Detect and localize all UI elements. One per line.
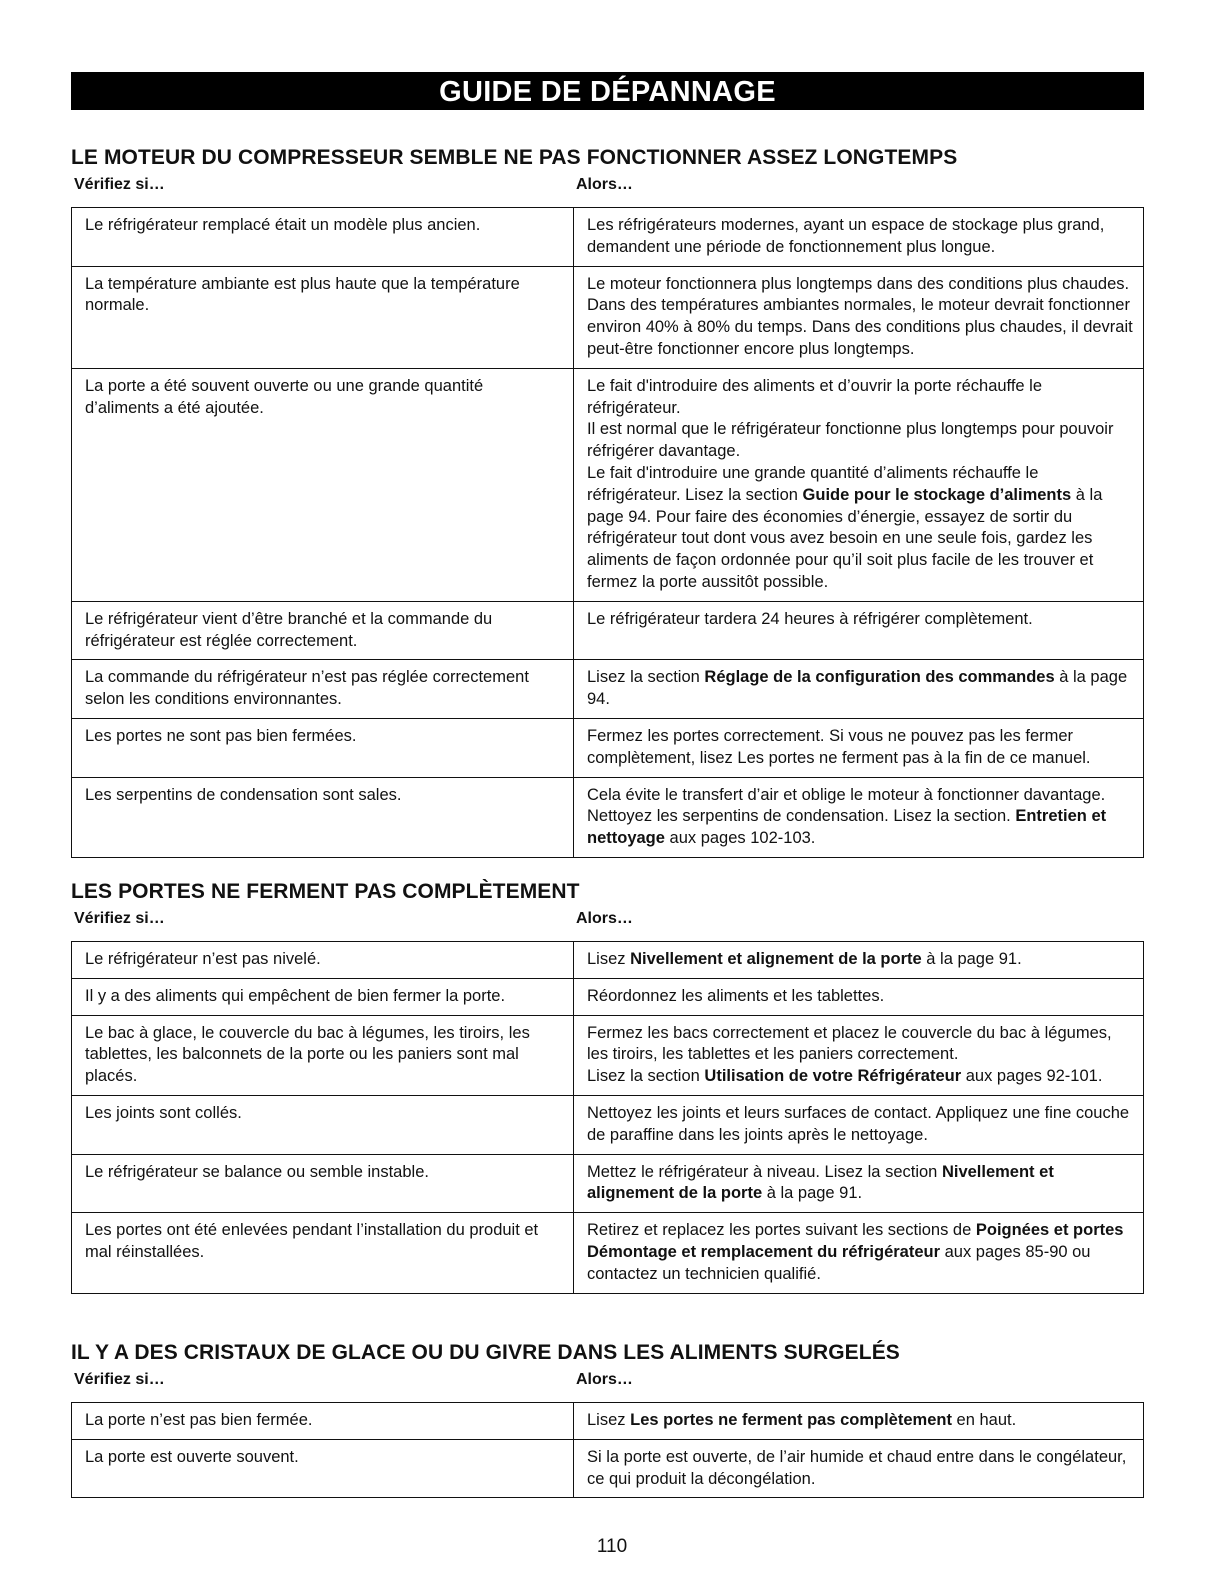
section-title: IL Y A DES CRISTAUX DE GLACE OU DU GIVRE DANS LES ALIMENTS SURGELÉS bbox=[71, 1341, 900, 1364]
section-title: LE MOTEUR DU COMPRESSEUR SEMBLE NE PAS FONCTIONNER ASSEZ LONGTEMPS bbox=[71, 146, 958, 169]
solution-paragraph: Le fait d'introduire des aliments et d’ouvrir la porte réchauffe le réfrigérateur. bbox=[587, 376, 1043, 417]
table-row bbox=[72, 368, 1144, 601]
table-row bbox=[72, 1403, 1144, 1440]
cause-cell: Les portes ont été enlevées pendant l’installation du produit et mal réinstallées. bbox=[72, 1213, 574, 1293]
column-headers bbox=[71, 1365, 1144, 1389]
solution-cell bbox=[574, 368, 1144, 601]
table-row bbox=[72, 601, 1144, 660]
solution-paragraph: Retirez et replacez les portes suivant les sections de Poignées et portes Démontage et remplacement du réfrigérateur aux pages 85-90 ou contactez un technicien qualifié. bbox=[587, 1221, 1124, 1283]
column-header-check: Vérifiez si… bbox=[74, 910, 165, 927]
solution-paragraph: Lisez Nivellement et alignement de la porte à la page 91. bbox=[587, 950, 1022, 968]
solution-cell bbox=[574, 1439, 1144, 1498]
solution-paragraph: Le fait d'introduire une grande quantité d’aliments réchauffe le réfrigérateur. Lisez la section Guide pour le stockage d’aliments à la page 94. Pour faire des économies d’énergie, essayez de sortir du réfrigérateur tout dont vous avez besoin en une seule fois, gardez les aliments de façon ordonnée pour qu’il soit plus facile de les trouver et fermez la porte aussitôt possible. bbox=[587, 463, 1103, 591]
solution-paragraph: Lisez la section Réglage de la configuration des commandes à la page 94. bbox=[587, 668, 1128, 709]
cause-cell: La porte est ouverte souvent. bbox=[72, 1439, 574, 1498]
cause-cell: Les serpentins de condensation sont sales. bbox=[72, 777, 574, 857]
solution-paragraph: Cela évite le transfert d’air et oblige le moteur à fonctionner davantage. bbox=[587, 785, 1106, 804]
solution-paragraph: Lisez la section Utilisation de votre Réfrigérateur aux pages 92-101. bbox=[587, 1067, 1103, 1086]
column-header-check: Vérifiez si… bbox=[74, 1371, 165, 1388]
table-row bbox=[72, 718, 1144, 777]
solution-cell bbox=[574, 1403, 1144, 1440]
solution-cell bbox=[574, 1154, 1144, 1213]
solution-paragraph: Nettoyez les serpentins de condensation. Lisez la section. Entretien et nettoyage aux pages 102-103. bbox=[587, 807, 1107, 848]
cause-cell: Il y a des aliments qui empêchent de bien fermer la porte. bbox=[72, 978, 574, 1015]
table-row bbox=[72, 978, 1144, 1015]
section-reference: Poignées et portes Démontage et remplacement du réfrigérateur bbox=[587, 1221, 1124, 1261]
section-reference: Réglage de la configuration des commandes bbox=[704, 668, 1055, 687]
table-row bbox=[72, 777, 1144, 857]
cause-cell: Le réfrigérateur remplacé était un modèle plus ancien. bbox=[72, 208, 574, 267]
column-headers bbox=[71, 904, 1144, 928]
solution-cell bbox=[574, 777, 1144, 857]
solution-cell bbox=[574, 208, 1144, 267]
solution-paragraph: Fermez les portes correctement. Si vous ne pouvez pas les fermer complètement, lisez Les portes ne ferment pas à la fin de ce manuel. bbox=[587, 726, 1091, 767]
cause-cell: Le réfrigérateur se balance ou semble instable. bbox=[72, 1154, 574, 1213]
section-doors-not-closing bbox=[71, 880, 1144, 1294]
section-reference: Entretien et nettoyage bbox=[587, 807, 1107, 848]
solution-paragraph: Le réfrigérateur tardera 24 heures à réfrigérer complètement. bbox=[587, 609, 1033, 628]
column-header-then: Alors… bbox=[576, 176, 633, 193]
table-row bbox=[72, 266, 1144, 368]
section-reference: Guide pour le stockage d’aliments bbox=[802, 485, 1072, 504]
troubleshooting-table bbox=[71, 1402, 1144, 1498]
cause-cell: Les joints sont collés. bbox=[72, 1095, 574, 1154]
solution-paragraph: Lisez Les portes ne ferment pas complètement en haut. bbox=[587, 1411, 1017, 1429]
solution-cell bbox=[574, 266, 1144, 368]
table-row bbox=[72, 660, 1144, 719]
solution-cell bbox=[574, 978, 1144, 1015]
solution-paragraph: Si la porte est ouverte, de l’air humide et chaud entre dans le congélateur, ce qui produit la décongélation. bbox=[587, 1447, 1127, 1488]
table-row bbox=[72, 208, 1144, 267]
page-title-banner bbox=[71, 72, 1144, 110]
troubleshooting-table bbox=[71, 941, 1144, 1294]
cause-cell: Les portes ne sont pas bien fermées. bbox=[72, 718, 574, 777]
solution-cell bbox=[574, 1213, 1144, 1293]
solution-cell bbox=[574, 942, 1144, 979]
column-header-then: Alors… bbox=[576, 910, 633, 927]
cause-cell: La porte a été souvent ouverte ou une grande quantité d’aliments a été ajoutée. bbox=[72, 368, 574, 601]
solution-paragraph: Nettoyez les joints et leurs surfaces de contact. Appliquez une fine couche de paraffine dans les joints après le nettoyage. bbox=[587, 1103, 1130, 1144]
column-header-then: Alors… bbox=[576, 1371, 633, 1388]
cause-cell: La commande du réfrigérateur n’est pas réglée correctement selon les conditions environnantes. bbox=[72, 660, 574, 719]
solution-paragraph: Il est normal que le réfrigérateur fonctionne plus longtemps pour pouvoir réfrigérer davantage. bbox=[587, 420, 1114, 461]
column-header-check: Vérifiez si… bbox=[74, 176, 165, 193]
solution-cell bbox=[574, 718, 1144, 777]
cause-cell: La température ambiante est plus haute que la température normale. bbox=[72, 266, 574, 368]
table-row bbox=[72, 1154, 1144, 1213]
solution-cell bbox=[574, 601, 1144, 660]
section-title: LES PORTES NE FERMENT PAS COMPLÈTEMENT bbox=[71, 880, 580, 903]
table-row bbox=[72, 1095, 1144, 1154]
solution-paragraph: Les réfrigérateurs modernes, ayant un espace de stockage plus grand, demandent une période de fonctionnement plus longue. bbox=[587, 216, 1105, 256]
section-ice-crystals bbox=[71, 1341, 1144, 1498]
solution-cell bbox=[574, 1095, 1144, 1154]
page-title: GUIDE DE DÉPANNAGE bbox=[439, 76, 776, 108]
table-row bbox=[72, 1015, 1144, 1095]
table-row bbox=[72, 1213, 1144, 1293]
page-number: 110 bbox=[596, 1536, 628, 1557]
cause-cell: Le bac à glace, le couvercle du bac à légumes, les tiroirs, les tablettes, les balconnets de la porte ou les paniers sont mal placés. bbox=[72, 1015, 574, 1095]
section-reference: Utilisation de votre Réfrigérateur bbox=[704, 1067, 962, 1086]
cause-cell: La porte n’est pas bien fermée. bbox=[72, 1403, 574, 1440]
solution-paragraph: Réordonnez les aliments et les tablettes. bbox=[587, 986, 885, 1005]
section-reference: Les portes ne ferment pas complètement bbox=[630, 1411, 952, 1429]
cause-cell: Le réfrigérateur n’est pas nivelé. bbox=[72, 942, 574, 979]
section-compressor-runtime bbox=[71, 146, 1144, 858]
troubleshooting-table bbox=[71, 207, 1144, 858]
table-row bbox=[72, 1439, 1144, 1498]
section-reference: Nivellement et alignement de la porte bbox=[630, 950, 922, 968]
cause-cell: Le réfrigérateur vient d’être branché et la commande du réfrigérateur est réglée correctement. bbox=[72, 601, 574, 660]
solution-paragraph: Fermez les bacs correctement et placez le couvercle du bac à légumes, les tiroirs, les tablettes et les paniers correctement. bbox=[587, 1023, 1112, 1064]
solution-paragraph: Le moteur fonctionnera plus longtemps dans des conditions plus chaudes. Dans des températures ambiantes normales, le moteur devrait fonctionner environ 40% à 80% du temps. Dans des conditions plus chaudes, il devrait peut-être fonctionner encore plus longtemps. bbox=[587, 274, 1133, 358]
table-row bbox=[72, 942, 1144, 979]
section-reference: Nivellement et alignement de la porte bbox=[587, 1162, 1054, 1203]
solution-cell bbox=[574, 1015, 1144, 1095]
column-headers bbox=[71, 170, 1144, 194]
solution-cell bbox=[574, 660, 1144, 719]
solution-paragraph: Mettez le réfrigérateur à niveau. Lisez la section Nivellement et alignement de la porte à la page 91. bbox=[587, 1162, 1054, 1203]
